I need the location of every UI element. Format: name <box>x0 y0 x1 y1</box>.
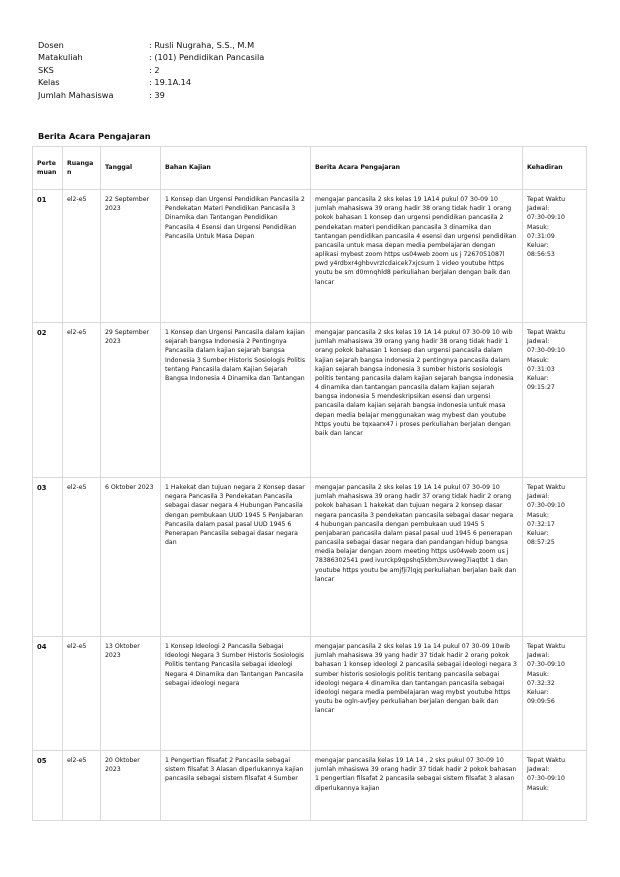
room-cell: el2-e5 <box>63 637 101 751</box>
schedule-value: 07:30-09:10 <box>527 502 565 510</box>
checkin-value: 07:32:17 <box>527 520 555 528</box>
date-cell: 20 Oktober 2023 <box>101 751 161 821</box>
header-bahan-kajian: Bahan Kajian <box>161 147 311 190</box>
checkout-label: Keluar: <box>527 374 549 382</box>
checkout-label: Keluar: <box>527 688 549 696</box>
meeting-number: 02 <box>33 323 63 478</box>
checkin-value: 07:32:32 <box>527 679 555 687</box>
info-value: : 2 <box>149 64 160 75</box>
date-cell: 6 Oktober 2023 <box>101 478 161 637</box>
attendance-status: Tepat Waktu <box>527 643 566 650</box>
info-row-jumlah-mahasiswa <box>38 89 264 101</box>
header-ruangan: Ruanga n <box>63 147 101 190</box>
report-cell: mengajar pancasila kelas 19 1A 14 , 2 sks pukul 07 30-09 10 jumlah mhasiswa 39 orang hadir 37 tidak hadir 2 pokok bahasan 1 pengertian filsafat 2 pancasila sebagai sistem filsafat 3 alasan diperlukannya kajian <box>311 751 523 821</box>
table-row <box>33 637 587 751</box>
attendance-status: Tepat Waktu <box>527 196 566 203</box>
checkin-value: 07:31:03 <box>527 365 555 373</box>
meeting-number: 04 <box>33 637 63 751</box>
checkout-label: Keluar: <box>527 241 549 249</box>
header-tanggal: Tanggal <box>101 147 161 190</box>
room-cell: el2-e5 <box>63 190 101 323</box>
info-row-sks <box>38 64 264 76</box>
checkout-value: 09:09:56 <box>527 698 555 706</box>
attendance-status: Tepat Waktu <box>527 484 566 491</box>
info-label: Kelas <box>38 77 60 88</box>
info-value: : (101) Pendidikan Pancasila <box>149 52 265 63</box>
table-row <box>33 190 587 323</box>
checkin-label: Masuk: <box>527 670 549 678</box>
teaching-report-table <box>32 146 587 821</box>
schedule-value: 07:30-09:10 <box>527 775 565 783</box>
table-row <box>33 323 587 478</box>
info-row-matakuliah <box>38 51 264 63</box>
table-header-row <box>33 147 587 190</box>
schedule-label: Jadwal: <box>527 652 550 660</box>
room-cell: el2-e5 <box>63 478 101 637</box>
table-row <box>33 751 587 821</box>
meeting-number: 05 <box>33 751 63 821</box>
checkout-value: 09:15:27 <box>527 384 555 392</box>
report-cell: mengajar pancasila 2 sks kelas 19 1a 14 pukul 07 30-09 10wib jumlah mahasiswa 39 yang hadir 37 tidak hadir 2 orang pokok bahasan 1 konsep ideologi 2 pancasila sebagai ideologi negara 3 sumber historis sosiologis politis tentang pancasila sebagai ideologi negara 4 dinamika dan tantangan pancasila sebagai ideologi negara media pembelajaran wag mybst youtube https youtu be ogln-avfjey perkuliahan berjalan dengan baik dan lancar <box>311 637 523 751</box>
schedule-label: Jadwal: <box>527 766 550 774</box>
topic-cell: 1 Konsep Ideologi 2 Pancasila Sebagai Ideologi Negara 3 Sumber Historis Sosiologis Politis tentang Pancasila sebagai ideologi Negara 4 Dinamika dan Tantangan Pancasila sebagai ideologi negara <box>161 637 311 751</box>
checkin-label: Masuk: <box>527 511 549 519</box>
room-cell: el2-e5 <box>63 751 101 821</box>
date-cell: 22 September 2023 <box>101 190 161 323</box>
header-kehadiran: Kehadiran <box>523 147 587 190</box>
meeting-number: 01 <box>33 190 63 323</box>
attendance-cell <box>523 190 587 323</box>
attendance-status: Tepat Waktu <box>527 329 566 336</box>
info-row-dosen <box>38 39 264 51</box>
date-cell: 13 Oktober 2023 <box>101 637 161 751</box>
info-value: : 19.1A.14 <box>149 77 192 88</box>
info-row-kelas <box>38 76 264 88</box>
checkin-value: 07:31:09 <box>527 232 555 240</box>
report-cell: mengajar pancasila 2 sks kelas 19 1A 14 pukul 07 30-09 10 jumlah mahasiswa 39 orang hadir 37 orang tidak hadir 2 orang pokok bahasan 1 hakekat dan tujuan negara 2 konsep dasar negara pancasila 3 pendekatan pancasila sebagai dasar negara 4 hubungan pancasila dengan pembukaan uud 1945 5 penjabaran pancasila dalam pasal pasal uud 1945 6 penerapan pancasila sebagai dasar negara dan pandangan hidup bangsa media belajar dengan zoom meeting https us04web zoom us j 78386302541 pwd ivurckp9qpshq5kbm3uvvweg7iaqtbt 1 dan youtube https youtu be amjfji7lqjq perkuliahan berjalan baik dan lancar <box>311 478 523 637</box>
room-cell: el2-e5 <box>63 323 101 478</box>
schedule-value: 07:30-09:10 <box>527 661 565 669</box>
date-cell: 29 September 2023 <box>101 323 161 478</box>
attendance-status: Tepat Waktu <box>527 757 566 764</box>
checkin-label: Masuk: <box>527 784 549 792</box>
info-label: Jumlah Mahasiswa <box>38 89 114 100</box>
table-row <box>33 478 587 637</box>
attendance-cell <box>523 478 587 637</box>
schedule-value: 07:30-09:10 <box>527 347 565 355</box>
info-label: SKS <box>38 64 54 75</box>
info-label: Dosen <box>38 40 64 50</box>
meeting-number: 03 <box>33 478 63 637</box>
schedule-label: Jadwal: <box>527 493 550 501</box>
checkin-label: Masuk: <box>527 223 549 231</box>
checkout-value: 08:56:53 <box>527 251 555 259</box>
checkout-label: Keluar: <box>527 529 549 537</box>
topic-cell: 1 Pengertian filsafat 2 Pancasila sebagai sistem filsafat 3 Alasan diperlukannya kajian pancasila sebagai sistem filsafat 4 Sumber <box>161 751 311 821</box>
schedule-label: Jadwal: <box>527 338 550 346</box>
topic-cell: 1 Konsep dan Urgensi Pendidikan Pancasila 2 Pendekatan Materi Pendidikan Pancasila 3 Dinamika dan Tantangan Pendidikan Pancasila 4 Esensi dan Urgensi Pendidikan Pancasila Untuk Masa Depan <box>161 190 311 323</box>
course-info <box>38 39 264 101</box>
checkin-label: Masuk: <box>527 356 549 364</box>
checkout-value: 08:57:25 <box>527 539 555 547</box>
header-pertemuan: Perte muan <box>33 147 63 190</box>
header-berita-acara: Berita Acara Pengajaran <box>311 147 523 190</box>
section-title: Berita Acara Pengajaran <box>38 131 151 141</box>
topic-cell: 1 Konsep dan Urgensi Pancasila dalam kajian sejarah bangsa Indonesia 2 Pentingnya Pancasila dalam kajian sejarah bangsa Indonesia 3 Sumber Historis Sosiologis Politis tentang Pancasila dalam Kajian Sejarah Bangsa Indonesia 4 Dinamika dan Tantangan <box>161 323 311 478</box>
schedule-label: Jadwal: <box>527 205 550 213</box>
topic-cell: 1 Hakekat dan tujuan negara 2 Konsep dasar negara Pancasila 3 Pendekatan Pancasila sebagai dasar negara 4 Hubungan Pancasila dengan pembukaan UUD 1945 5 Penjabaran Pancasila dalam pasal pasal UUD 1945 6 Penerapan Pancasila sebagai dasar negara dan <box>161 478 311 637</box>
info-label: Matakuliah <box>38 52 83 63</box>
report-cell: mengajar pancasila 2 sks kelas 19 1A 14 pukul 07 30-09 10 wib jumlah mahasiswa 39 orang yang hadir 38 orang tidak hadir 1 orang pokok bahasan 1 konsep dan urgensi pancasila dalam kajian sejarah bangsa indonesia 2 pentingnya pancasila dalam kajian sejarah bangsa indonesia 3 sumber historis sosiologis politis tentang pancasila dalam kajian sejarah bangsa indonesia 4 dinamika dan tantangan pancasila dalam kajian sejarah bangsa indonesia 5 mendeskripsikan esensi dan urgensi pancasila dalam kajian sejarah bangsa indonesia untuk masa depan media belajar menggunakan wag mybest dan youtube https youtu be tqxaarx47 i proses perkuliahan berjalan dengan baik dan lancar <box>311 323 523 478</box>
info-value: : 39 <box>149 89 165 100</box>
schedule-value: 07:30-09:10 <box>527 214 565 222</box>
attendance-cell <box>523 751 587 821</box>
attendance-cell <box>523 637 587 751</box>
attendance-cell <box>523 323 587 478</box>
info-value: : Rusli Nugraha, S.S., M.M <box>149 40 255 50</box>
report-cell: mengajar pancasila 2 sks kelas 19 1A14 pukul 07 30-09 10 jumlah mahasiswa 39 orang hadir 38 orang tidak hadir 1 orang pokok bahasan 1 konsep dan urgensi pendidikan pancasila 2 pendekatan materi pendidikan pancasila 3 dinamika dan tantangan pendidikan pancasila 4 esensi dan urgensi pendidikan pancasila untuk masa depan media pembelajaran dengan aplikasi mybest zoom https us04web zoom us j 7267051087l pwd y4rdbxr4ghbvvrzlcdaicek7xjcsum 1 video youtube https youtu be sm d0mnqhld8 perkuliahan berjalan dengan baik dan lancar <box>311 190 523 323</box>
